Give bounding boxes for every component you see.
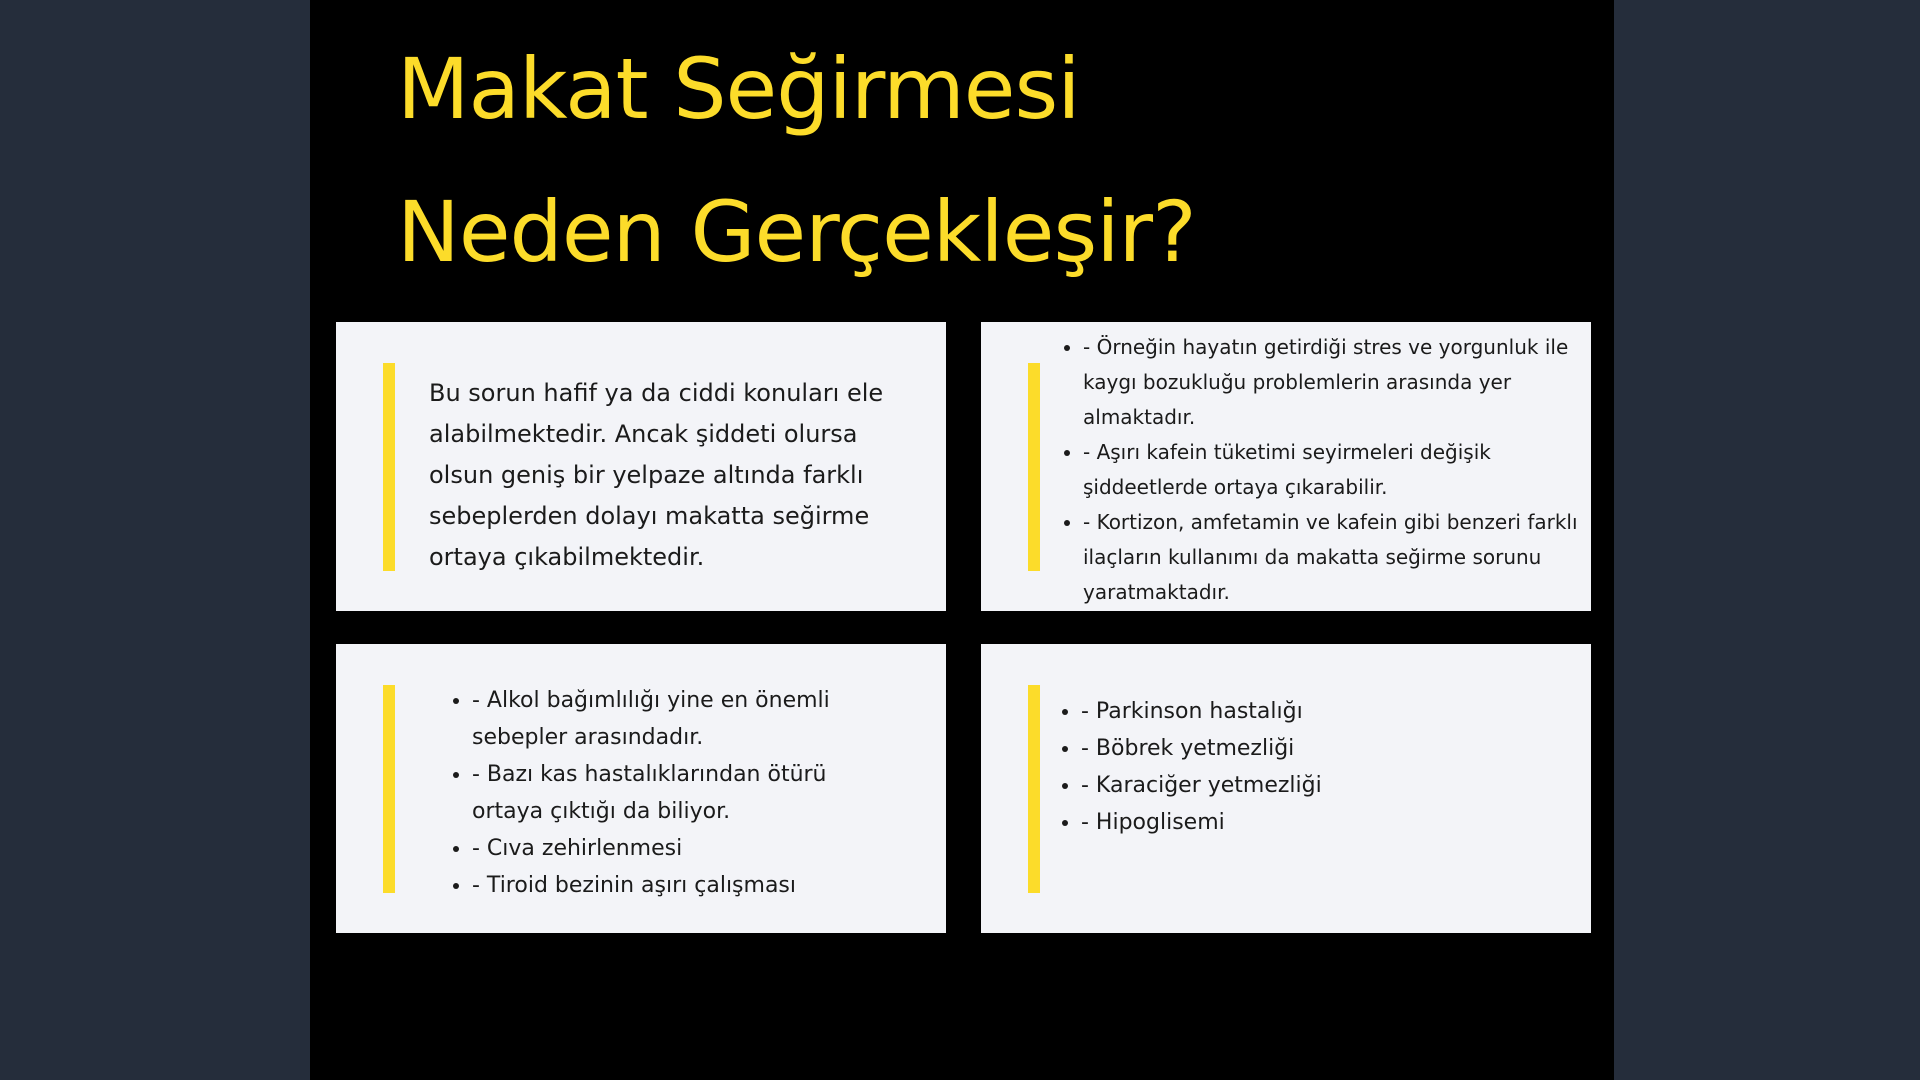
list-item: • - Cıva zehirlenmesi — [472, 830, 902, 867]
list-item: • - Kortizon, amfetamin ve kafein gibi benzeri farklı ilaçların kullanımı da makatta seğirme sorunu yaratmaktadır. — [1083, 505, 1591, 610]
list-item: • - Tiroid bezinin aşırı çalışması — [472, 867, 902, 904]
slide-title-line-1: Makat Seğirmesi — [397, 40, 1080, 138]
accent-bar — [383, 363, 395, 571]
card-paragraph: Bu sorun hafif ya da ciddi konuları ele alabilmektedir. Ancak şiddeti olursa olsun geniş bir yelpaze altında farklı sebeplerden dolayı makatta seğirme ortaya çıkabilmektedir. — [429, 379, 884, 571]
list-item: • - Örneğin hayatın getirdiği stres ve yorgunluk ile kaygı bozukluğu problemlerin arasında yer almaktadır. — [1083, 330, 1591, 435]
bullet-list — [450, 682, 902, 904]
list-item: • - Hipoglisemi — [1081, 804, 1561, 841]
info-card-stress-caffeine — [981, 322, 1591, 611]
info-card-alcohol-muscle — [336, 644, 946, 933]
list-item: • - Böbrek yetmezliği — [1081, 730, 1561, 767]
bullet-list — [1061, 330, 1591, 610]
slide — [310, 0, 1614, 1080]
info-card-diseases — [981, 644, 1591, 933]
slide-title-line-2: Neden Gerçekleşir? — [397, 183, 1196, 281]
slide-title — [397, 18, 1196, 304]
accent-bar — [1028, 363, 1040, 571]
info-card-causes-intro — [336, 322, 946, 611]
list-item: • - Alkol bağımlılığı yine en önemli sebepler arasındadır. — [472, 682, 902, 756]
list-item: • - Aşırı kafein tüketimi seyirmeleri değişik şiddeetlerde ortaya çıkarabilir. — [1083, 435, 1591, 505]
accent-bar — [1028, 685, 1040, 893]
bullet-list — [1059, 693, 1561, 841]
accent-bar — [383, 685, 395, 893]
list-item: • - Bazı kas hastalıklarından ötürü ortaya çıktığı da biliyor. — [472, 756, 902, 830]
list-item: • - Karaciğer yetmezliği — [1081, 767, 1561, 804]
list-item: • - Parkinson hastalığı — [1081, 693, 1561, 730]
